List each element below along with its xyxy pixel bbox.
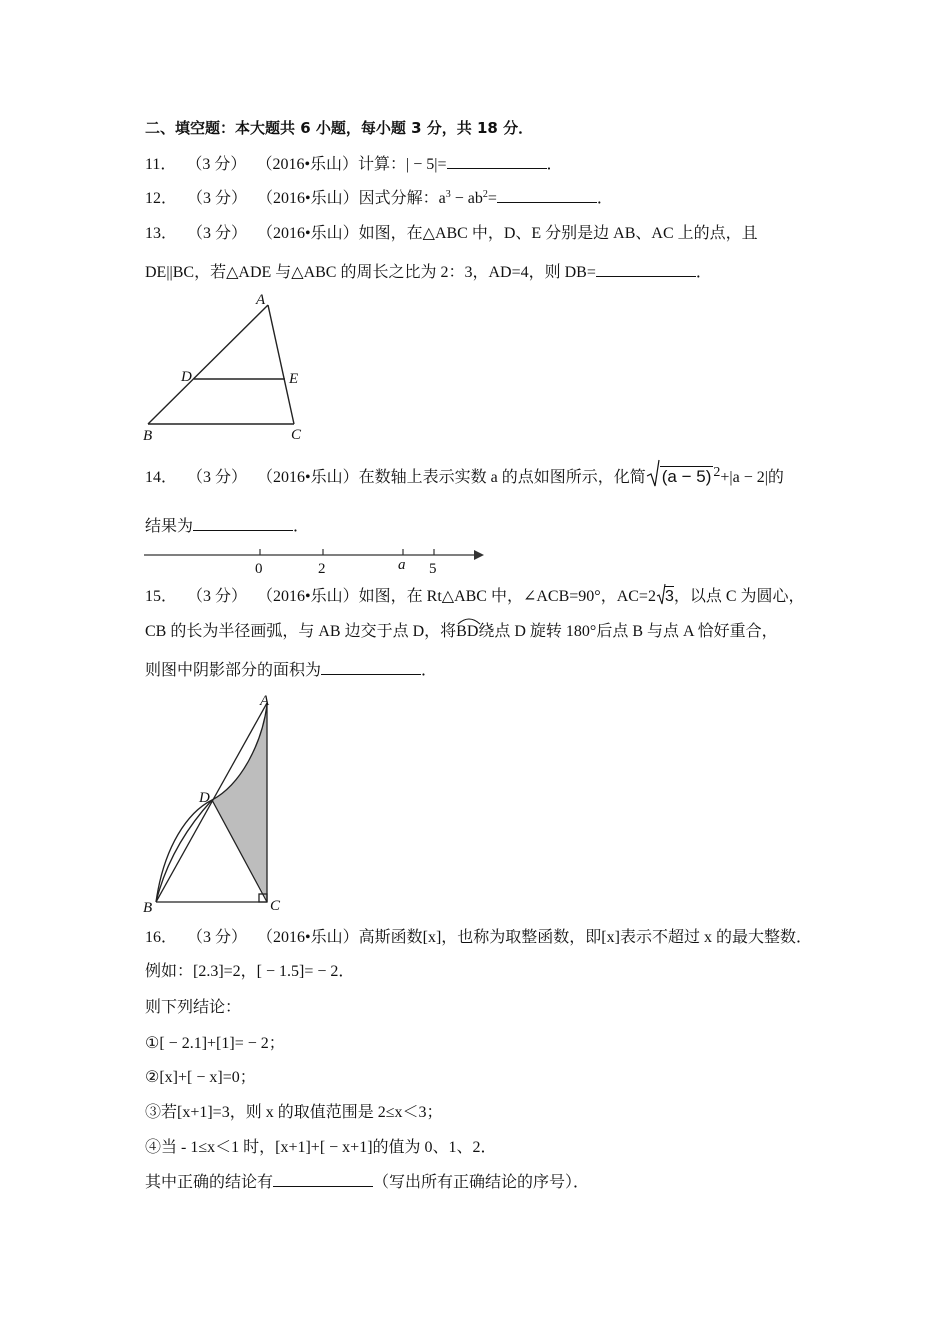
label-d: D [181, 369, 192, 385]
side-ac [268, 305, 294, 424]
q13-score: （3 分） [187, 225, 248, 242]
conclusion-3: ③若[x+1]=3，则 x 的取值范围是 2≤x＜3； [145, 1104, 443, 1121]
q12-score: （3 分） [187, 190, 248, 207]
question-14-line2: 结果为 ． [145, 518, 310, 535]
side-ab [148, 305, 268, 424]
arrow-head [474, 550, 484, 560]
number-line-figure [140, 542, 490, 576]
q13-source: （2016•乐山） [257, 225, 359, 242]
q13-answer-blank[interactable] [596, 262, 696, 277]
label-b: B [143, 900, 153, 916]
q15-score: （3 分） [187, 588, 248, 605]
q11-score: （3 分） [186, 156, 247, 173]
tick-5: 5 [429, 561, 437, 576]
q12-answer-blank[interactable] [497, 188, 597, 203]
q14-score: （3 分） [187, 469, 248, 486]
question-16-line1: 16． （3 分） （2016•乐山）高斯函数[x]，也称为取整函数，即[x]表示不超过 x 的最大整数． [145, 929, 812, 946]
triangle-figure-13 [138, 288, 318, 448]
label-b: B [143, 428, 153, 444]
q12-number: 12． [145, 190, 178, 207]
conclusion-2: ②[x]+[ − x]=0； [145, 1069, 256, 1086]
q11-answer-blank[interactable] [447, 154, 547, 169]
label-d: D [199, 790, 210, 806]
label-a: A [256, 292, 266, 308]
q11-text: 计算：| − 5|= [358, 156, 447, 173]
q16-number: 16． [145, 929, 178, 946]
q16-answer-blank[interactable] [273, 1172, 373, 1187]
question-15-line2: CB 的长为半径画弧，与 AB 边交于点 D，将 BD绕点 D 旋转 180°后点 B 与点 A 恰好重合， [145, 622, 778, 642]
q16-source: （2016•乐山） [257, 929, 359, 946]
tick-0: 0 [255, 561, 263, 576]
q11-number: 11． [145, 156, 177, 173]
label-c: C [291, 427, 302, 443]
q13-number: 13． [145, 225, 178, 242]
q16-score: （3 分） [187, 929, 248, 946]
label-e: E [289, 371, 299, 387]
shaded-figure-15 [140, 686, 290, 918]
sqrt-expression: (a − 5) $^2$ [646, 466, 721, 488]
conclusion-1: ①[ − 2.1]+[1]= − 2； [145, 1035, 285, 1052]
q14-answer-blank[interactable] [193, 516, 293, 531]
question-15-line1: 15． （3 分） （2016•乐山）如图，在 Rt△ABC 中，∠ACB=90°，AC=2 3，以点 C 为圆心， [145, 586, 805, 607]
q11-source: （2016•乐山） [256, 156, 359, 173]
tick-a: a [398, 557, 406, 573]
label-a: A [260, 693, 270, 709]
label-c: C [270, 898, 281, 914]
q15-number: 15． [145, 588, 178, 605]
question-16-line3: 则下列结论： [145, 999, 242, 1016]
question-13-line1: 13． （3 分） （2016•乐山）如图，在△ABC 中，D、E 分别是边 AB、AC 上的点，且 [145, 225, 758, 242]
q12-source: （2016•乐山） [257, 190, 359, 207]
q15-answer-blank[interactable] [321, 660, 421, 675]
question-13-line2: DE||BC，若△ADE 与△ABC 的周长之比为 2：3，AD=4，则 DB= ． [145, 264, 712, 281]
question-14-line1: 14． （3 分） （2016•乐山）在数轴上表示实数 a 的点如图所示，化简 (a − 5) $^2$+|a − 2|的 [145, 466, 784, 488]
question-11: 11． （3 分） （2016•乐山）计算：| − 5|= ． [145, 156, 563, 173]
arc-bd: BD [456, 622, 478, 642]
question-16-final: 其中正确的结论有 （写出所有正确结论的序号）． [145, 1174, 590, 1191]
question-16-line2: 例如：[2.3]=2，[ − 1.5]= − 2． [145, 963, 355, 980]
section-header: 二、填空题：本大题共 6 小题，每小题 3 分，共 18 分． [145, 119, 534, 137]
sqrt-3: 3 [656, 586, 674, 607]
shaded-region [212, 705, 267, 900]
q14-source: （2016•乐山） [257, 469, 359, 486]
tick-2: 2 [318, 561, 326, 576]
q14-number: 14． [145, 469, 178, 486]
question-12: 12． （3 分） （2016•乐山）因式分解：$a^3 - ab^2=$ ． [145, 189, 613, 207]
q15-source: （2016•乐山） [257, 588, 359, 605]
question-15-line3: 则图中阴影部分的面积为 ． [145, 662, 438, 679]
conclusion-4: ④当 - 1≤x＜1 时，[x+1]+[ − x+1]的值为 0、1、2． [145, 1139, 497, 1156]
